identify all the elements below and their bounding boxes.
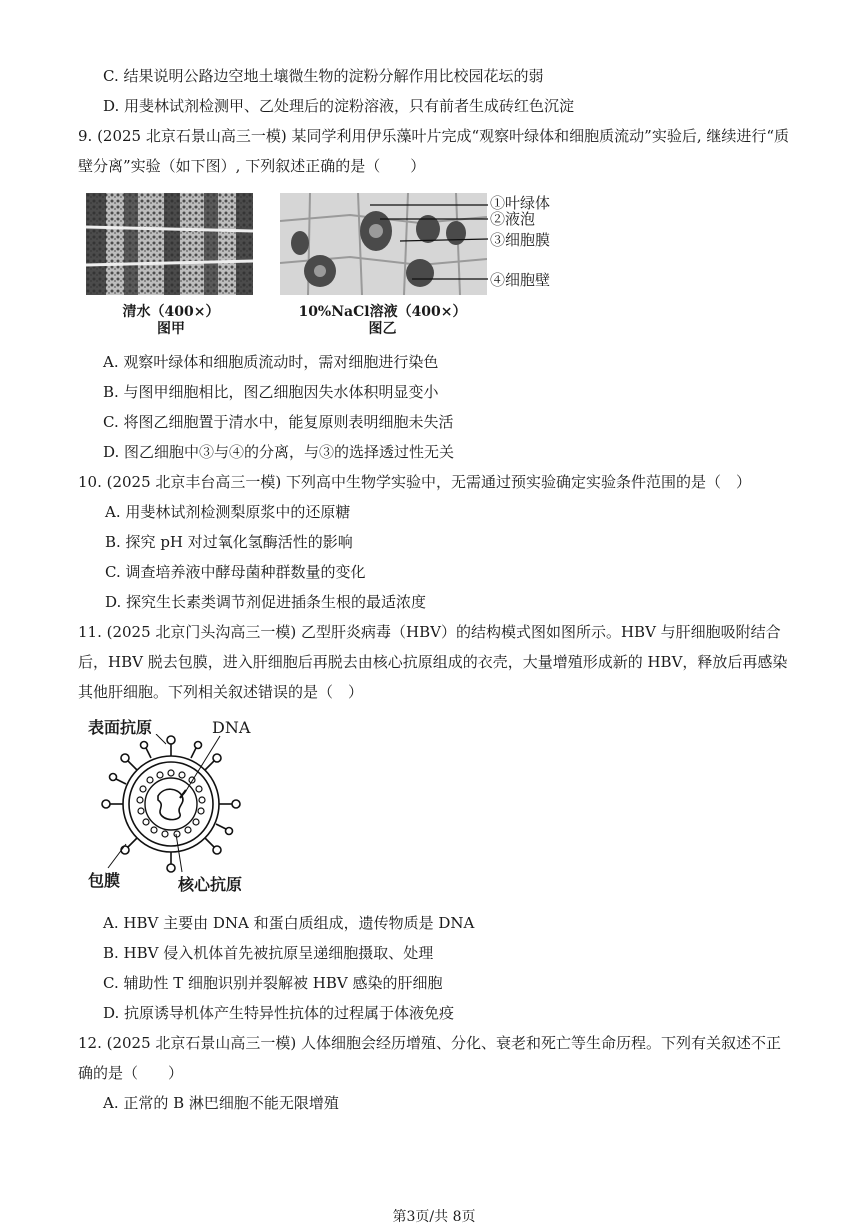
label-cell-membrane: ③细胞膜 — [490, 231, 551, 249]
label-surface-antigen: 表面抗原 — [88, 718, 153, 737]
q9-stem-line1: 9. (2025 北京石景山高三一模) 某同学利用伊乐藻叶片完成“观察叶绿体和细胞质流动”实验后, 继续进行“质 — [78, 127, 790, 145]
q11-stem-line1: 11. (2025 北京门头沟高三一模) 乙型肝炎病毒（HBV）的结构模式图如图所示。HBV 与肝细胞吸附结合 — [78, 623, 781, 641]
label-vacuole: ②液泡 — [490, 210, 536, 228]
page-number: 第3页/共 8页 — [392, 1209, 476, 1225]
q9-option-d: D. 图乙细胞中③与④的分离，与③的选择透过性无关 — [103, 443, 455, 461]
q10-option-a: A. 用斐林试剂检测梨原浆中的还原糖 — [105, 503, 351, 521]
q12-option-a: A. 正常的 B 淋巴细胞不能无限增殖 — [103, 1094, 339, 1112]
q9-stem-line2: 壁分离”实验（如下图）, 下列叙述正确的是（ ） — [78, 157, 426, 175]
figure-a-micrograph — [86, 193, 253, 295]
figure-a-label: 图甲 — [157, 321, 185, 337]
figure-b-caption: 10%NaCl溶液（400×） — [298, 304, 467, 320]
q11-option-c: C. 辅助性 T 细胞识别并裂解被 HBV 感染的肝细胞 — [103, 974, 443, 992]
q11-option-b: B. HBV 侵入机体首先被抗原呈递细胞摄取、处理 — [103, 944, 434, 962]
label-dna: DNA — [212, 718, 251, 737]
q10-option-c: C. 调查培养液中酵母菌种群数量的变化 — [105, 563, 366, 581]
label-cell-wall: ④细胞壁 — [490, 271, 551, 289]
q9-option-c: C. 将图乙细胞置于清水中，能复原则表明细胞未失活 — [103, 413, 454, 431]
q10-stem: 10. (2025 北京丰台高三一模) 下列高中生物学实验中，无需通过预实验确定实验条件范围的是（ ） — [78, 473, 752, 491]
hbv-structure-diagram — [96, 734, 246, 874]
q11-stem-line3: 其他肝细胞。下列相关叙述错误的是（ ） — [78, 683, 364, 701]
figure-b-leader-lines — [360, 195, 490, 290]
figure-a-caption: 清水（400×） — [122, 304, 220, 320]
label-envelope: 包膜 — [88, 871, 121, 890]
q11-option-a: A. HBV 主要由 DNA 和蛋白质组成，遗传物质是 DNA — [103, 914, 475, 932]
q10-option-d: D. 探究生长素类调节剂促进插条生根的最适浓度 — [105, 593, 427, 611]
label-chloroplast: ①叶绿体 — [490, 194, 551, 212]
q9-option-a: A. 观察叶绿体和细胞质流动时，需对细胞进行染色 — [103, 353, 439, 371]
q11-option-d: D. 抗原诱导机体产生特异性抗体的过程属于体液免疫 — [103, 1004, 455, 1022]
q12-stem-line1: 12. (2025 北京石景山高三一模) 人体细胞会经历增殖、分化、衰老和死亡等生命历程。下列有关叙述不正 — [78, 1034, 782, 1052]
q11-stem-line2: 后，HBV 脱去包膜，进入肝细胞后再脱去由核心抗原组成的衣壳，大量增殖形成新的 HBV，释放后再感染 — [78, 653, 788, 671]
q8-option-d: D. 用斐林试剂检测甲、乙处理后的淀粉溶液，只有前者生成砖红色沉淀 — [103, 97, 575, 115]
q8-option-c: C. 结果说明公路边空地土壤微生物的淀粉分解作用比校园花坛的弱 — [103, 67, 544, 85]
q9-option-b: B. 与图甲细胞相比，图乙细胞因失水体积明显变小 — [103, 383, 439, 401]
q10-option-b: B. 探究 pH 对过氧化氢酶活性的影响 — [105, 533, 353, 551]
figure-b-label: 图乙 — [368, 321, 397, 337]
label-core-antigen: 核心抗原 — [178, 875, 243, 894]
q12-stem-line2: 确的是（ ） — [78, 1064, 184, 1082]
